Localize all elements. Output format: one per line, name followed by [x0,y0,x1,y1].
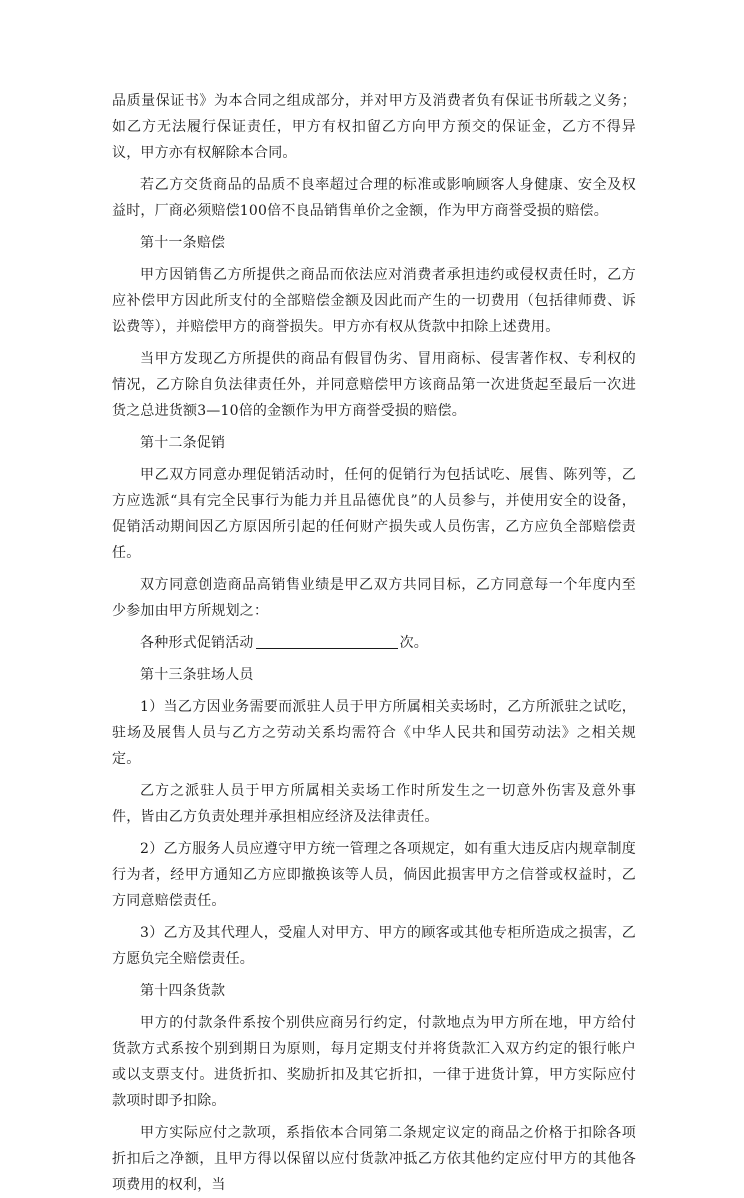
section-heading-11: 第十一条赔偿 [140,235,226,251]
paragraph-p10: 3）乙方及其代理人，受雇人对甲方、甲方的顾客或其他专柜所造成之损害，乙方愿负完全赔偿责任。 [112,925,636,967]
section-heading-13: 第十三条驻场人员 [140,667,254,683]
paragraph-p6: 双方同意创造商品高销售业绩是甲乙双方共同目标，乙方同意每一个年度内至少参加由甲方所规划之： [112,577,636,619]
paragraph-p12: 甲方实际应付之款项，系指依本合同第二条规定议定的商品之价格于扣除各项折扣后之净额，且甲方得以保留以应付货款冲抵乙方依其他约定应付甲方的其他各项费用的权利，当 [112,1125,636,1193]
section-heading-12: 第十二条促销 [140,435,226,451]
promo-count-prefix: 各种形式促销活动 [140,635,254,651]
paragraph-p4: 当甲方发现乙方所提供的商品有假冒伪劣、冒用商标、侵害著作权、专利权的情况，乙方除自负法律责任外，并同意赔偿甲方该商品第一次进货起至最后一次进货之总进货额3—10倍的金额作为甲方商誉受损的赔偿。 [112,351,636,419]
paragraph-p5: 甲乙双方同意办理促销活动时，任何的促销行为包括试吃、展售、陈列等，乙方应选派“具有完全民事行为能力并且品德优良”的人员参与，并使用安全的设备，促销活动期间因乙方原因所引起的任何财产损失或人员伤害，乙方应负全部赔偿责任。 [112,467,636,561]
paragraph-p1: 品质量保证书》为本合同之组成部分，并对甲方及消费者负有保证书所载之义务；如乙方无法履行保证责任，甲方有权扣留乙方向甲方预交的保证金，乙方不得异议，甲方亦有权解除本合同。 [112,93,636,161]
contract-body [112,88,636,1198]
promo-count-suffix: 次。 [399,635,429,651]
section-heading-14: 第十四条货款 [140,983,226,999]
paragraph-p7: 1）当乙方因业务需要而派驻人员于甲方所属相关卖场时，乙方所派驻之试吃，驻场及展售人员与乙方之劳动关系均需符合《中华人民共和国劳动法》之相关规定。 [112,699,636,767]
promo-count-line [112,630,636,656]
paragraph-p11: 甲方的付款条件系按个别供应商另行约定，付款地点为甲方所在地，甲方给付货款方式系按个别到期日为原则，每月定期支付并将货款汇入双方约定的银行帐户或以支票支付。进货折扣、奖励折扣及其它折扣，一律于进货计算，甲方实际应付款项时即予扣除。 [112,1015,636,1109]
paragraph-p2: 若乙方交货商品的品质不良率超过合理的标准或影响顾客人身健康、安全及权益时，厂商必须赔偿100倍不良品销售单价之金额，作为甲方商誉受损的赔偿。 [112,177,636,219]
paragraph-p3: 甲方因销售乙方所提供之商品而依法应对消费者承担违约或侵权责任时，乙方应补偿甲方因此所支付的全部赔偿金额及因此而产生的一切费用（包括律师费、诉讼费等），并赔偿甲方的商誉损失。甲方亦有权从货款中扣除上述费用。 [112,267,636,335]
promo-count-blank [256,634,398,649]
paragraph-p8: 乙方之派驻人员于甲方所属相关卖场工作时所发生之一切意外伤害及意外事件，皆由乙方负责处理并承担相应经济及法律责任。 [112,783,636,825]
paragraph-p9: 2）乙方服务人员应遵守甲方统一管理之各项规定，如有重大违反店内规章制度行为者，经甲方通知乙方应即撤换该等人员，倘因此损害甲方之信誉或权益时，乙方同意赔偿责任。 [112,841,636,909]
